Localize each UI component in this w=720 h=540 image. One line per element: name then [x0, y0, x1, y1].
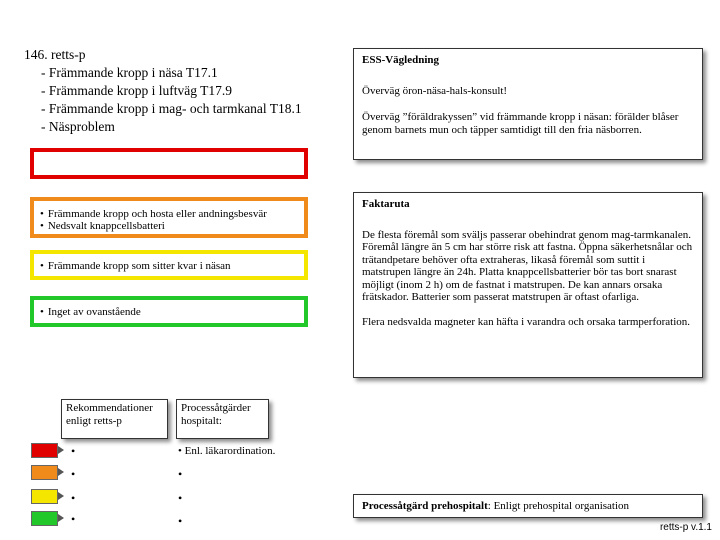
recommendations-header: Rekommendationer enligt retts-p — [61, 399, 168, 439]
diagnosis-header — [24, 46, 344, 136]
process-action-bullet: • — [178, 491, 183, 505]
color-key-green — [31, 511, 58, 526]
prehospital-panel — [353, 494, 703, 518]
process-actions-header: Processåtgärder hospitalt: — [176, 399, 269, 439]
triage-box-green — [30, 296, 308, 327]
diagnosis-item: - Främmande kropp i näsa T17.1 — [41, 65, 218, 80]
triage-box-yellow — [30, 250, 308, 280]
facts-panel — [353, 192, 703, 378]
guidance-text: Överväg öron-näsa-hals-konsult! — [362, 84, 508, 97]
triage-box-orange — [30, 197, 308, 238]
recommendation-bullet: • — [71, 467, 76, 481]
facts-title: Faktaruta — [362, 198, 410, 210]
prehospital-text: : Enligt prehospital organisation — [487, 500, 630, 512]
diagnosis-item: - Främmande kropp i luftväg T17.9 — [41, 83, 232, 98]
triage-item: • Inget av ovanstående — [40, 306, 298, 318]
color-key-orange — [31, 465, 58, 480]
guidance-title: ESS-Vägledning — [362, 54, 440, 66]
triage-box-red — [30, 148, 308, 179]
prehospital-label: Processåtgärd prehospitalt — [362, 500, 488, 512]
arrow-right-icon — [58, 468, 64, 476]
version-label: retts-p v.1.1 — [659, 522, 712, 533]
guidance-text: Överväg ”föräldrakyssen” vid främmande kropp i näsan: förälder blåser genom barnets mun och täpper samtidigt till den fria näsborren. — [362, 111, 679, 136]
page-title: 146. retts-p — [24, 47, 86, 62]
facts-text: De flesta föremål som sväljs passerar obehindrat genom mag-tarmkanalen. Föremål längre än 5 cm har större risk att fastna. Öppna säkerhetsnålar och trätandpetare behöver ofta extraheras, likaså föremål som suttit i matstrupen längre än 24h. Platta knappcellsbatterier bör tas bort snarast möjligt (inom 2 h) om de fastnat i matstrupen. De kan annars orsaka frätskador. Batterier som passerat matstrupen är oftast ofarliga. — [362, 228, 693, 303]
arrow-right-icon — [58, 492, 64, 500]
arrow-right-icon — [58, 446, 64, 454]
color-key-yellow — [31, 489, 58, 504]
arrow-right-icon — [58, 514, 64, 522]
recommendation-bullet: • — [71, 512, 76, 526]
triage-item: • Främmande kropp och hosta eller andningsbesvär — [40, 208, 298, 220]
process-action-item: • Enl. läkarordination. — [178, 445, 276, 457]
guidance-panel — [353, 48, 703, 160]
facts-text: Flera nedsvalda magneter kan häfta i varandra och orsaka tarmperforation. — [362, 315, 691, 328]
diagnosis-item: - Främmande kropp i mag- och tarmkanal T18.1 — [41, 101, 302, 116]
recommendation-bullet: • — [71, 444, 76, 458]
triage-item: • Främmande kropp som sitter kvar i näsan — [40, 260, 298, 272]
diagnosis-item: - Näsproblem — [41, 119, 115, 134]
recommendation-bullet: • — [71, 491, 76, 505]
process-action-bullet: • — [178, 514, 183, 528]
color-key-red — [31, 443, 58, 458]
process-action-bullet: • — [178, 467, 183, 481]
triage-item: • Nedsvalt knappcellsbatteri — [40, 220, 298, 232]
